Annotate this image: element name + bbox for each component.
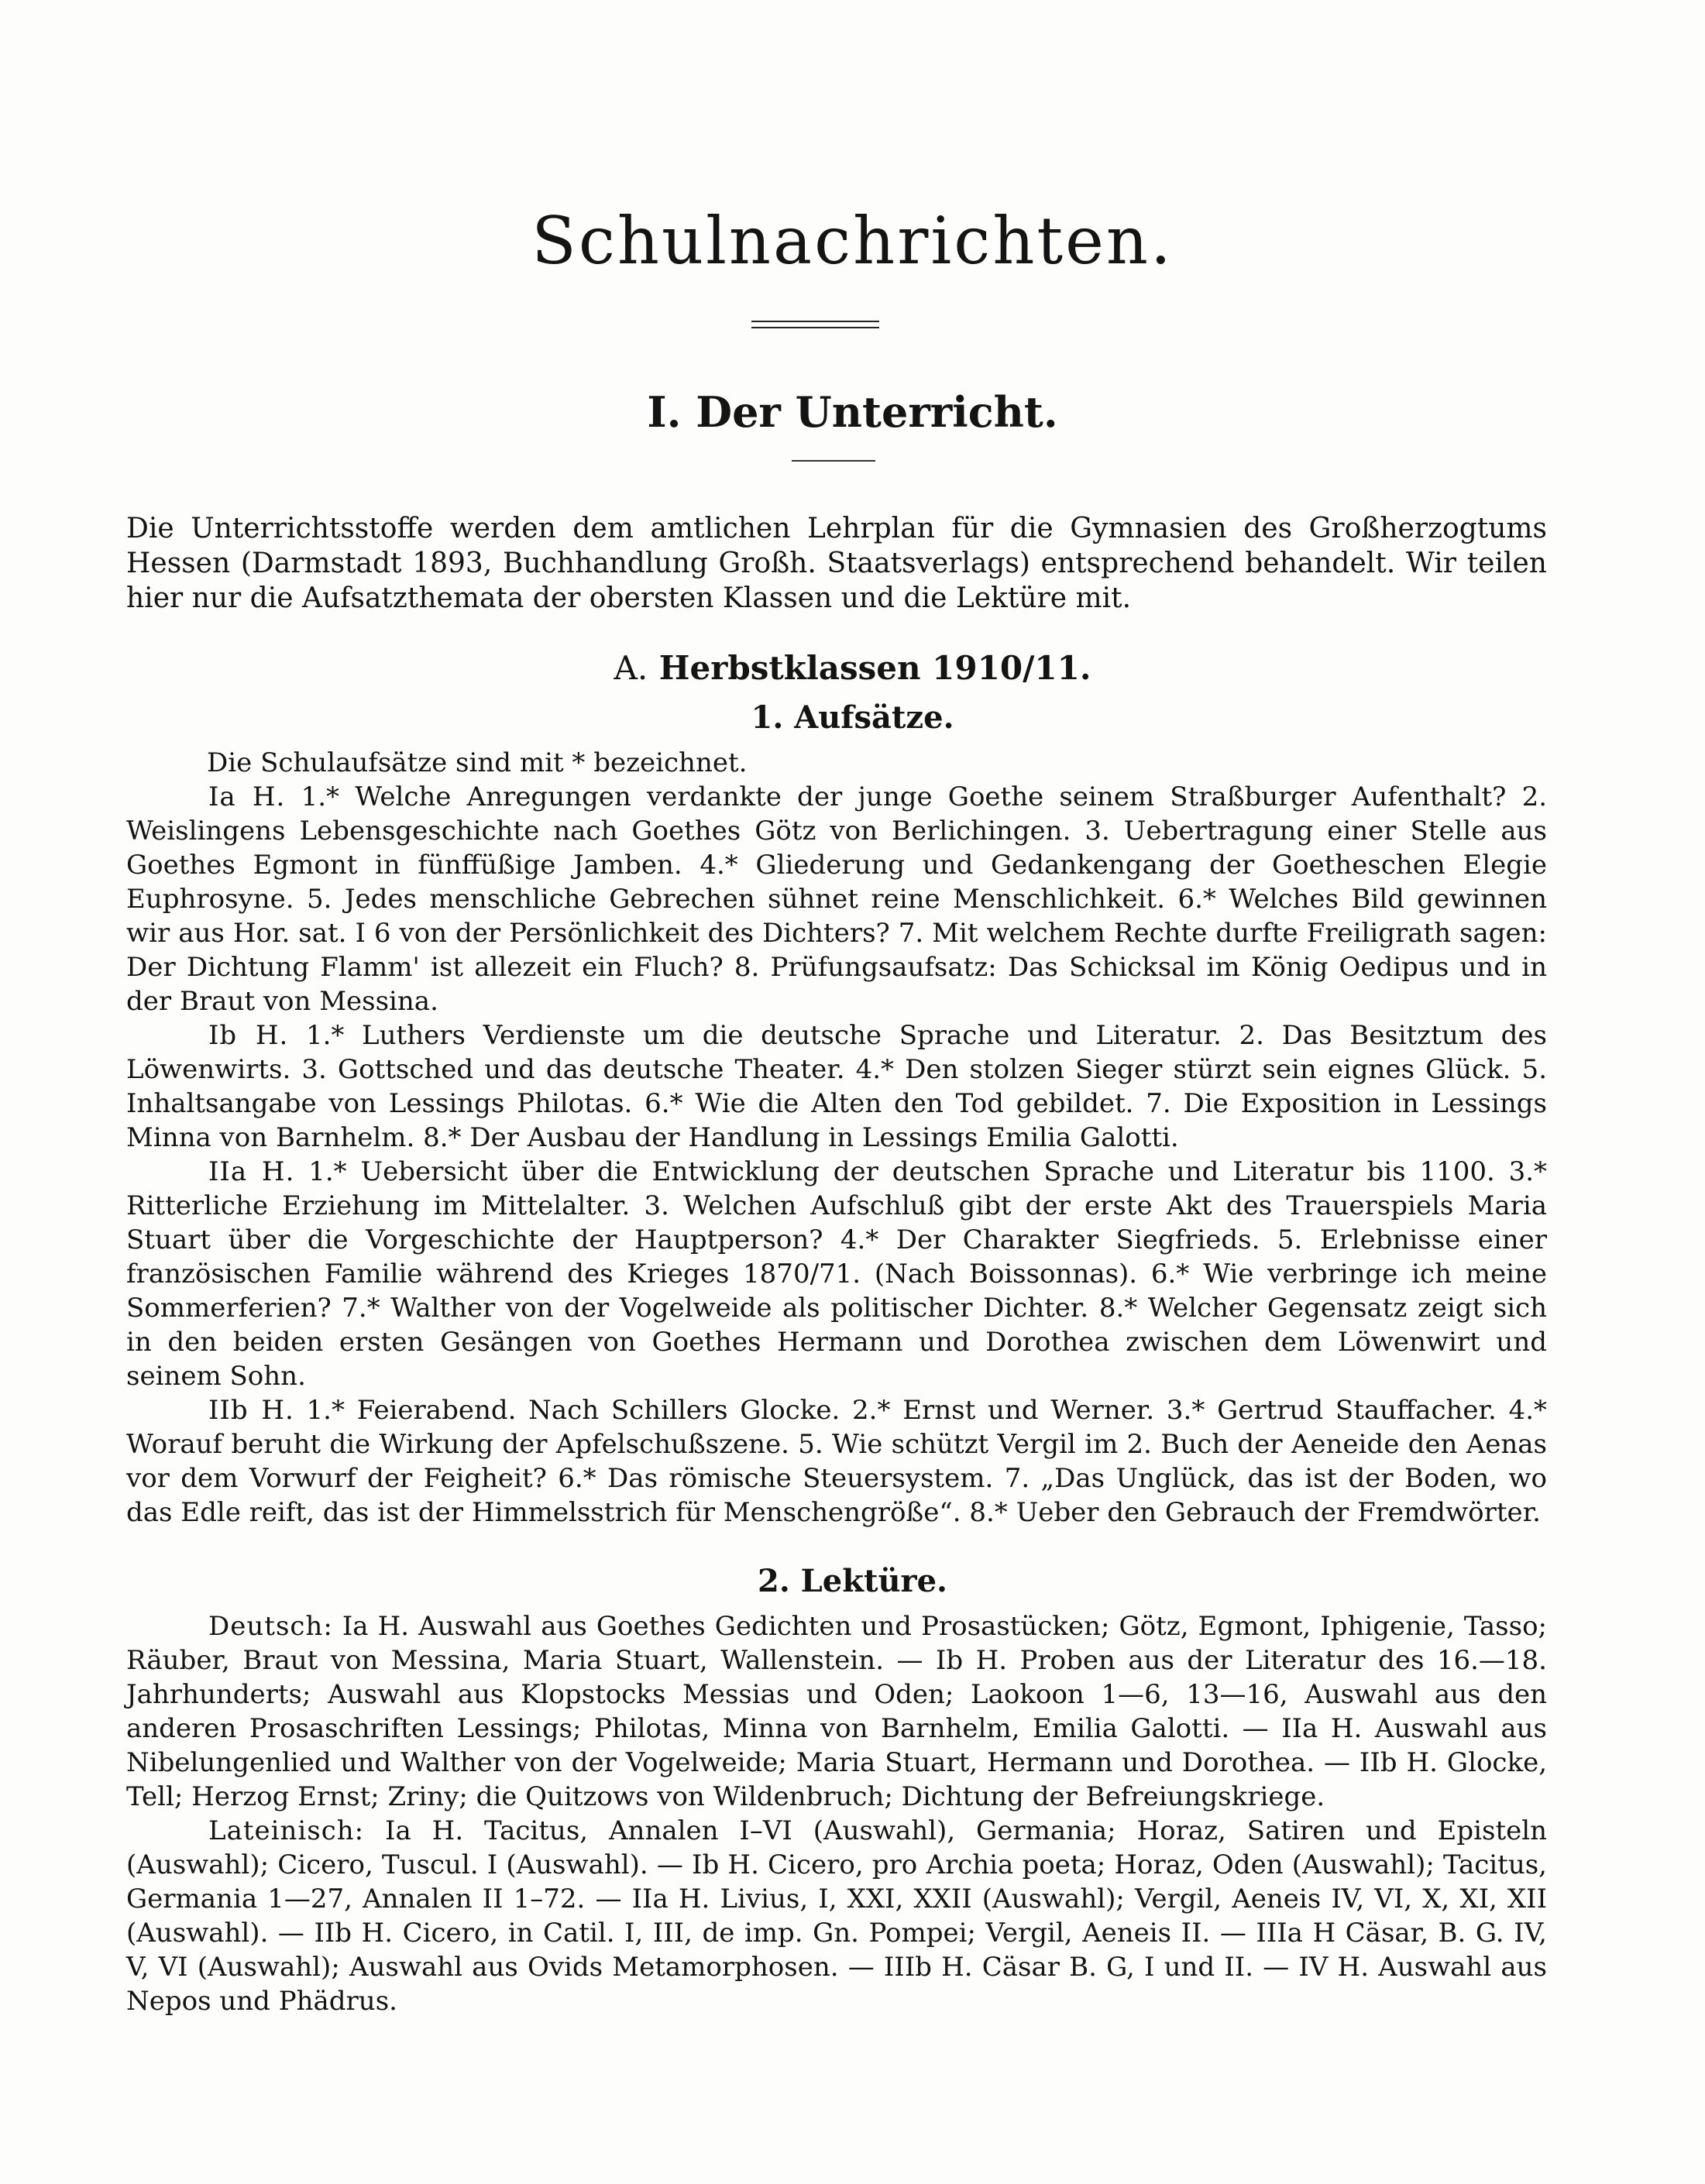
- subject-label: Deutsch:: [208, 1611, 333, 1642]
- intro-paragraph: Die Unterrichtsstoffe werden dem amtlichen Lehrplan für die Gymnasien des Großherzogtums Hessen (Darmstadt 1893, Buchhandlung Großh. Staatsverlags) entsprechend behandelt. Wir teilen hier nur die Aufsatzthemata der obersten Klassen und die Lektüre mit.: [126, 513, 1547, 614]
- lektuere-heading: 2. Lektüre.: [758, 1563, 947, 1599]
- class-entry-iia: [126, 1155, 1547, 1393]
- class-topics: 1.* Uebersicht über die Entwicklung der deutschen Sprache und Literatur bis 1100. 3.* Ritterliche Erziehung im Mittelalter. 3. Welchen Aufschluß gibt der erste Akt des Trauerspiels Maria Stuart über die Vorgeschichte der Hauptperson? 4.* Der Charakter Siegfrieds. 5. Erlebnisse einer französischen Familie während des Krieges 1870/71. (Nach Boissonnas). 6.* Wie verbringe ich meine Sommerferien? 7.* Walther von der Vogelweide als politischer Dichter. 8.* Welcher Gegensatz zeigt sich in den beiden ersten Gesängen von Goethes Hermann und Dorothea zwischen dem Löwenwirt und seinem Sohn.: [126, 1156, 1548, 1392]
- class-entry-ib: [126, 1018, 1547, 1155]
- class-topics: 1.* Feierabend. Nach Schillers Glocke. 2.* Ernst und Werner. 3.* Gertrud Stauffacher. 4.* Worauf beruht die Wirkung der Apfelschußszene. 5. Wie schützt Vergil im 2. Buch der Aeneide den Aenas vor dem Vorwurf der Feigheit? 6.* Das römische Steuersystem. 7. „Das Unglück, das ist der Boden, wo das Edle reift, das ist der Himmelsstrich für Menschengröße“. 8.* Ueber den Gebrauch der Fremdwörter.: [126, 1395, 1547, 1528]
- class-topics: 1.* Welche Anregungen verdankte der junge Goethe seinem Straßburger Aufenthalt? 2. Weislingens Lebensgeschichte nach Goethes Götz von Berlichingen. 3. Uebertragung einer Stelle aus Goethes Egmont in fünffüßige Jamben. 4.* Gliederung und Gedankengang der Goetheschen Elegie Euphrosyne. 5. Jedes menschliche Gebrechen sühnet reine Menschlichkeit. 6.* Welches Bild gewinnen wir aus Hor. sat. I 6 von der Persönlichkeit des Dichters? 7. Mit welchem Rechte durfte Freiligrath sagen: Der Dichtung Flamm' ist allezeit ein Fluch? 8. Prüfungsaufsatz: Das Schicksal im König Oedipus und in der Braut von Messina.: [126, 781, 1548, 1017]
- class-label: IIb H.: [208, 1395, 294, 1426]
- subject-readings: Ia H. Auswahl aus Goethes Gedichten und Prosastücken; Götz, Egmont, Iphigenie, Tasso; Räuber, Braut von Messina, Maria Stuart, Wallenstein. — Ib H. Proben aus der Literatur des 16.—18. Jahrhunderts; Auswahl aus Klopstocks Messias und Oden; Laokoon 1—6, 13—16, Auswahl aus den anderen Prosaschriften Lessings; Philotas, Minna von Barnhelm, Emilia Galotti. — IIa H. Auswahl aus Nibelungenlied und Walther von der Vogelweide; Maria Stuart, Hermann und Dorothea. — IIb H. Glocke, Tell; Herzog Ernst; Zriny; die Quitzows von Wildenbruch; Dichtung der Befreiungskriege.: [126, 1611, 1547, 1812]
- title-divider: [751, 321, 879, 328]
- class-entry-ia: [126, 780, 1547, 1018]
- part-a-heading: [0, 649, 1705, 687]
- class-label: Ia H.: [208, 781, 286, 812]
- subject-readings: Ia H. Tacitus, Annalen I–VI (Auswahl), Germania; Horaz, Satiren und Episteln (Auswahl); Cicero, Tuscul. I (Auswahl). — Ib H. Cicero, pro Archia poeta; Horaz, Oden (Auswahl); Tacitus, Germania 1—27, Annalen II 1–72. — IIa H. Livius, I, XXI, XXII (Auswahl); Vergil, Aeneis IV, VI, X, XI, XII (Auswahl). — IIb H. Cicero, in Catil. I, III, de imp. Gn. Pompei; Vergil, Aeneis II. — IIIa H Cäsar, B. G. IV, V, VI (Auswahl); Auswahl aus Ovids Metamorphosen. — IIIb H. Cäsar B. G, I und II. — IV H. Auswahl aus Nepos und Phädrus.: [126, 1815, 1547, 2017]
- section-divider: [792, 460, 875, 462]
- class-label: IIa H.: [208, 1156, 295, 1187]
- subject-entry-lateinisch: [126, 1814, 1547, 2018]
- page-title: Schulnachrichten.: [531, 203, 1174, 279]
- part-a-title: Herbstklassen 1910/11.: [658, 649, 1091, 687]
- part-a-letter: A.: [614, 649, 648, 687]
- lektuere-section: [126, 1609, 1547, 2018]
- class-label: Ib H.: [208, 1020, 289, 1051]
- aufsaetze-heading: 1. Aufsätze.: [751, 699, 954, 736]
- aufsaetze-section: [126, 746, 1547, 1530]
- section-heading: I. Der Unterricht.: [647, 387, 1058, 437]
- subject-entry-deutsch: [126, 1609, 1547, 1814]
- class-entry-iib: [126, 1393, 1547, 1530]
- class-topics: 1.* Luthers Verdienste um die deutsche Sprache und Literatur. 2. Das Besitztum des Löwenwirts. 3. Gottsched und das deutsche Theater. 4.* Den stolzen Sieger stürzt sein eignes Glück. 5. Inhaltsangabe von Lessings Philotas. 6.* Wie die Alten den Tod gebildet. 7. Die Exposition in Lessings Minna von Barnhelm. 8.* Der Ausbau der Handlung in Lessings Emilia Galotti.: [126, 1020, 1547, 1153]
- subject-label: Lateinisch:: [208, 1815, 365, 1846]
- aufsaetze-note: Die Schulaufsätze sind mit * bezeichnet.: [207, 747, 748, 778]
